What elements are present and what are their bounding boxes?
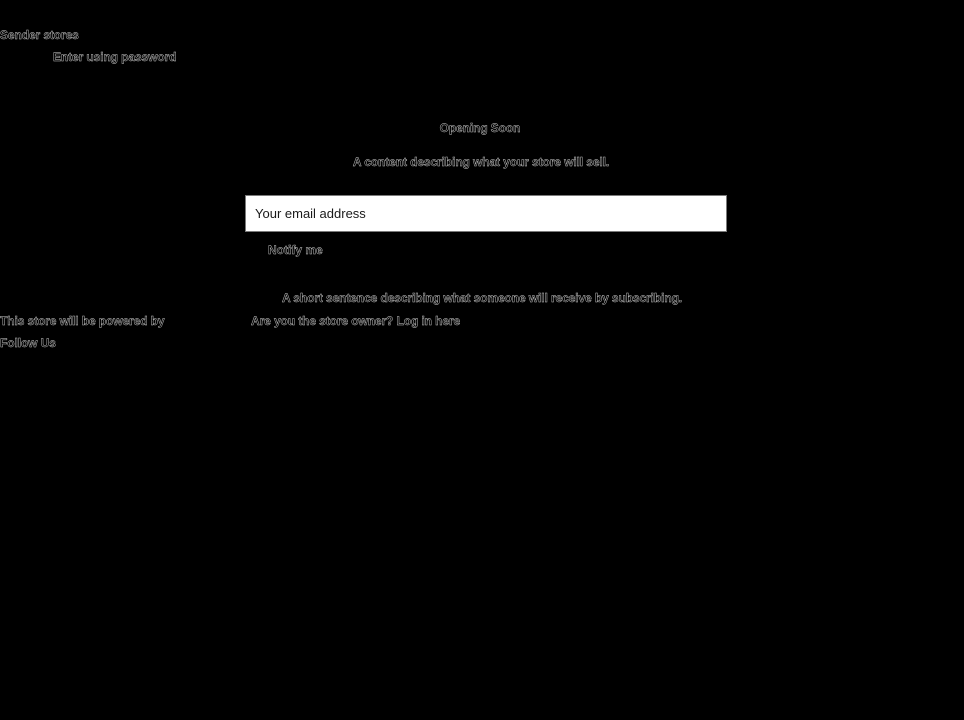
follow-us-heading: Follow Us — [0, 336, 56, 350]
owner-login-link[interactable]: Are you the store owner? Log in here — [251, 314, 461, 328]
store-description: A content describing what your store will sell. — [352, 155, 610, 169]
powered-by-text: This store will be powered by — [0, 314, 165, 328]
notify-me-label: Notify me — [268, 242, 323, 257]
notify-me-button[interactable] — [262, 240, 329, 258]
enter-password-link[interactable]: Enter using password — [53, 50, 177, 64]
store-name: Sender stores — [0, 28, 79, 42]
subscribe-note: A short sentence describing what someone will receive by subscribing. — [281, 291, 683, 305]
page-title: Opening Soon — [439, 121, 521, 135]
email-field[interactable] — [245, 195, 727, 232]
